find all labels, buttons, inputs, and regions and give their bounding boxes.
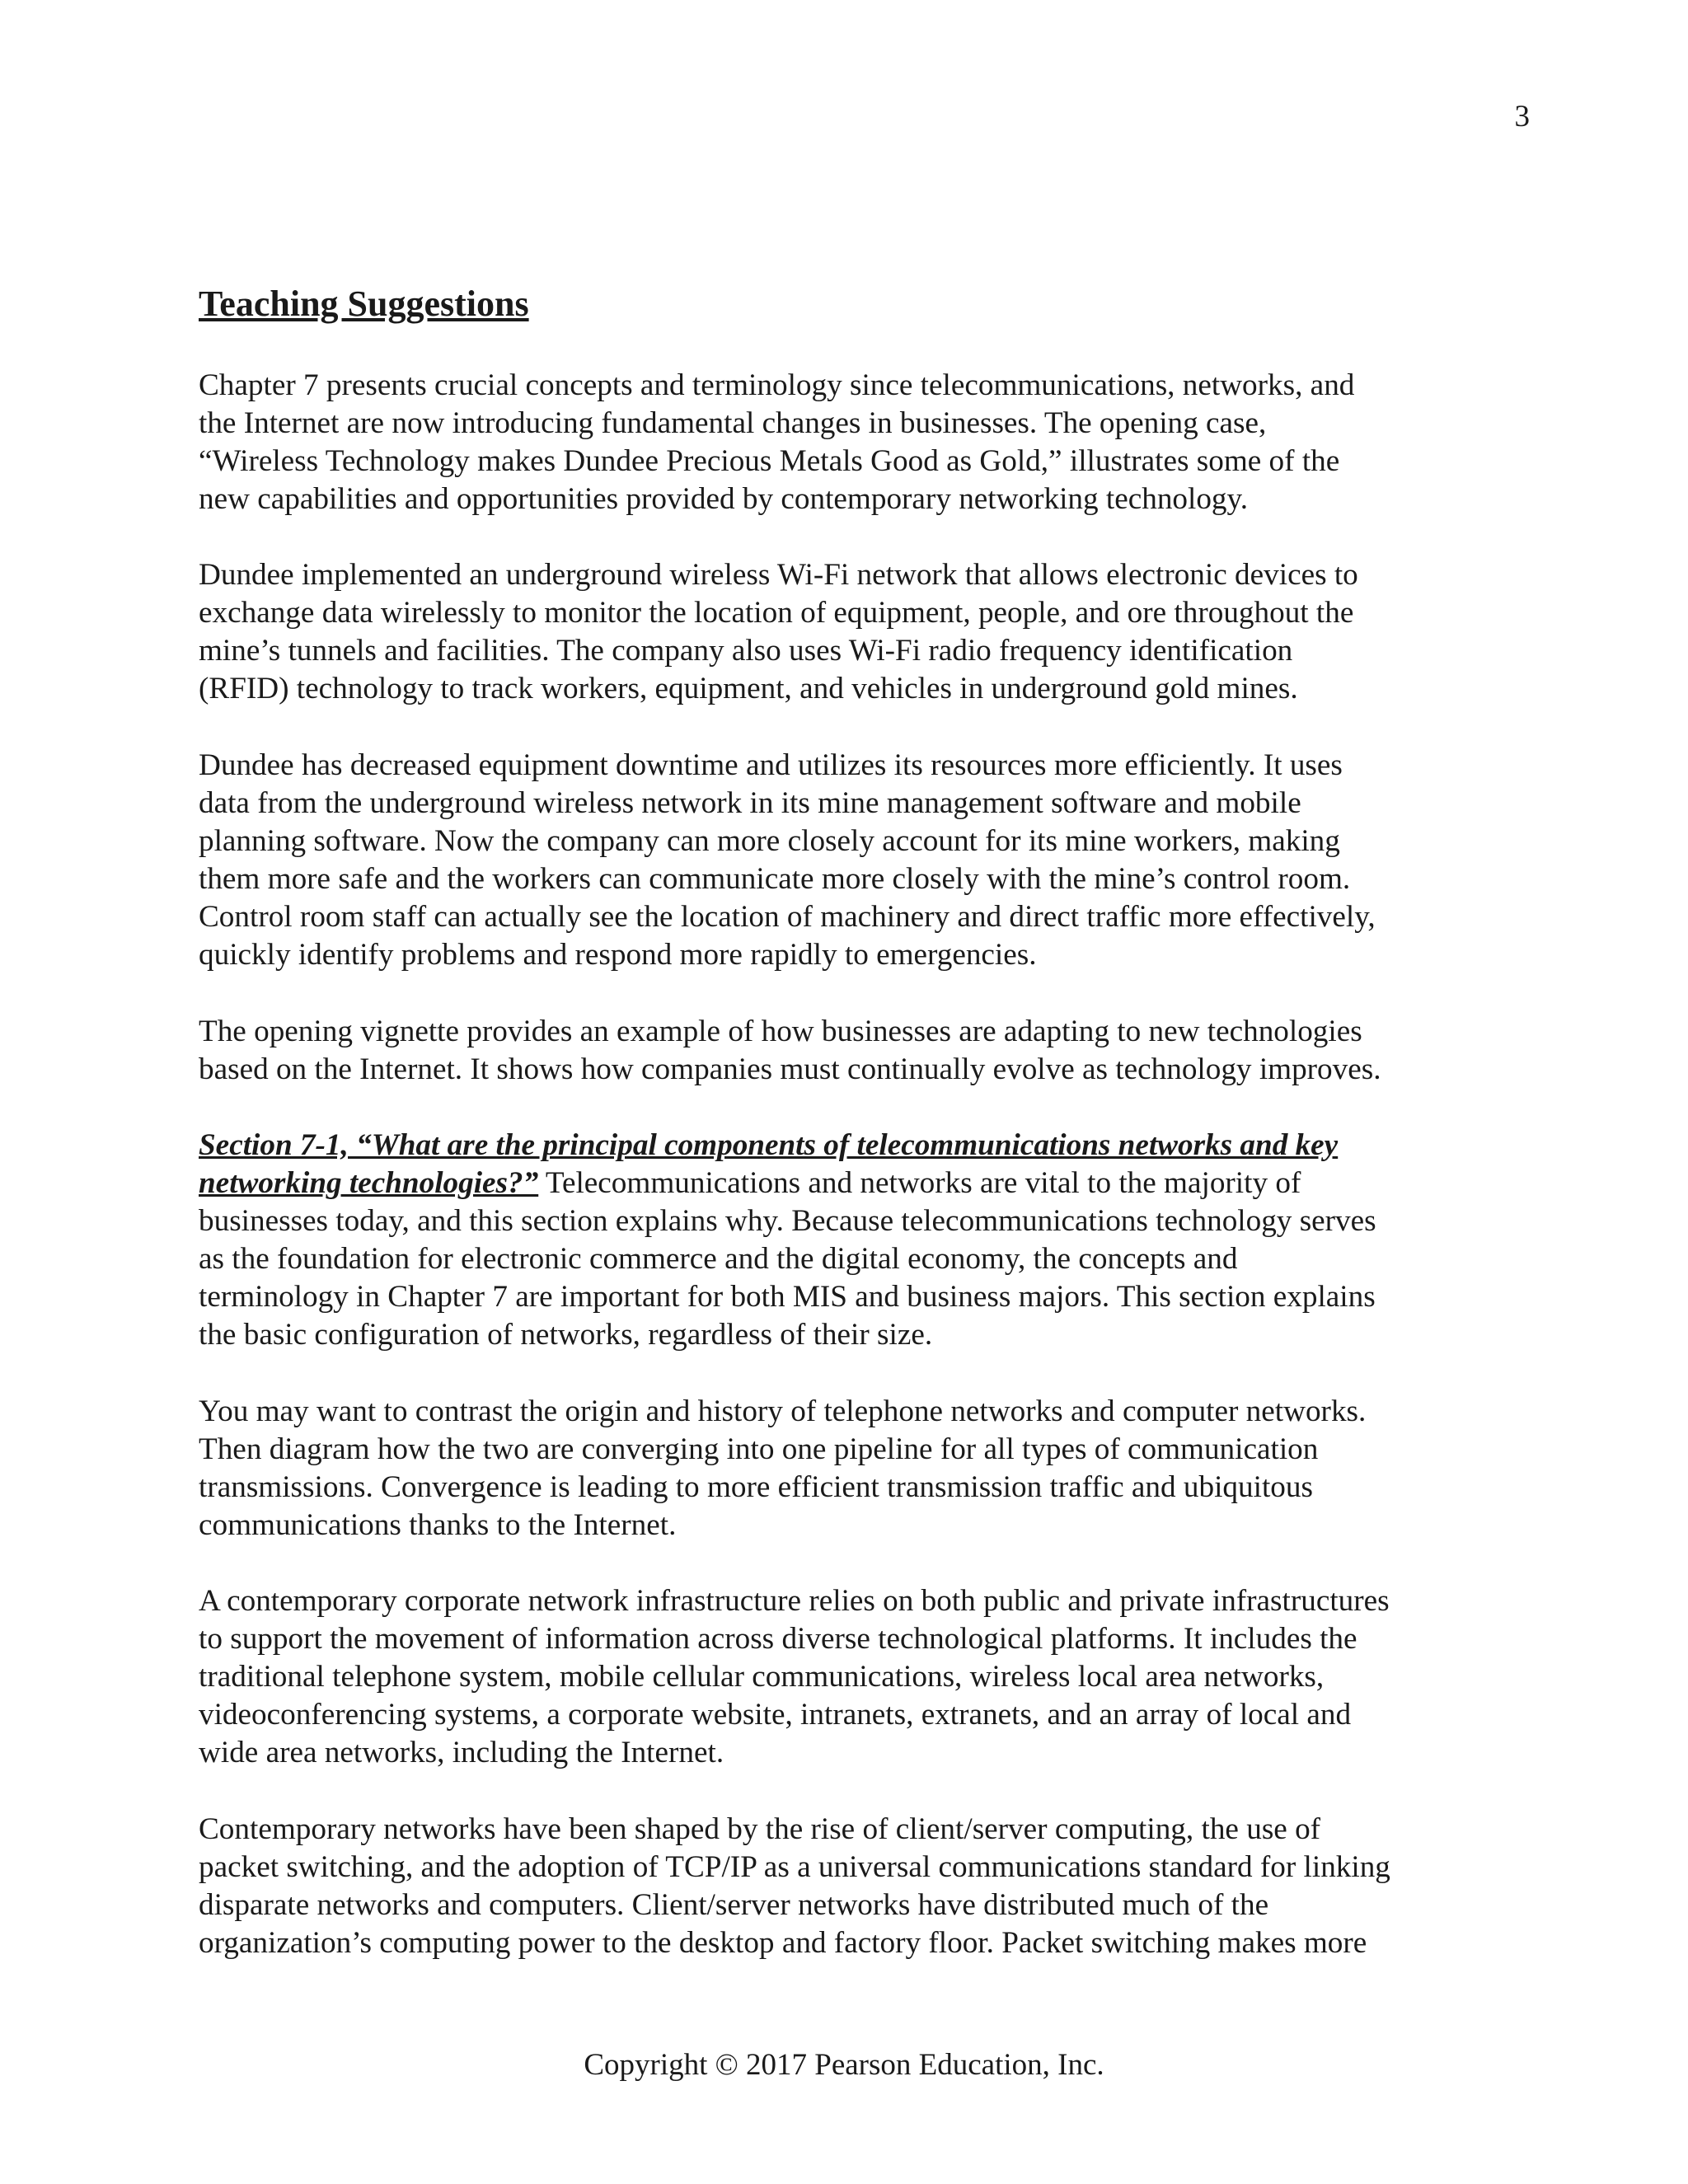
copyright-footer: Copyright © 2017 Pearson Education, Inc. bbox=[584, 2048, 1104, 2082]
paragraph-dundee-benefits bbox=[199, 747, 1501, 974]
paragraph-client-server bbox=[199, 1811, 1501, 1962]
text-line: disparate networks and computers. Client/server networks have distributed much of the bbox=[199, 1888, 1269, 1922]
text-line: traditional telephone system, mobile cellular communications, wireless local area networks, bbox=[199, 1660, 1325, 1694]
text-line: to support the movement of information across diverse technological platforms. It includes the bbox=[199, 1622, 1357, 1656]
text-line: terminology in Chapter 7 are important for both MIS and business majors. This section explains bbox=[199, 1280, 1376, 1314]
text-line: exchange data wirelessly to monitor the location of equipment, people, and ore throughout the bbox=[199, 596, 1354, 630]
text-line: based on the Internet. It shows how companies must continually evolve as technology improves. bbox=[199, 1052, 1381, 1086]
section-reference: networking technologies?” bbox=[199, 1166, 539, 1200]
text-line: as the foundation for electronic commerce and the digital economy, the concepts and bbox=[199, 1242, 1238, 1276]
page-number: 3 bbox=[1514, 100, 1530, 134]
text-line: videoconferencing systems, a corporate website, intranets, extranets, and an array of local and bbox=[199, 1698, 1352, 1732]
paragraph-convergence bbox=[199, 1393, 1501, 1544]
paragraph-intro bbox=[199, 367, 1501, 518]
section-heading: Teaching Suggestions bbox=[199, 284, 529, 324]
text-line: the basic configuration of networks, regardless of their size. bbox=[199, 1318, 933, 1352]
text-line: A contemporary corporate network infrastructure relies on both public and private infrastructures bbox=[199, 1584, 1390, 1618]
text-line: Control room staff can actually see the location of machinery and direct traffic more effectively, bbox=[199, 900, 1376, 934]
text-line: them more safe and the workers can communicate more closely with the mine’s control room. bbox=[199, 862, 1351, 896]
text-line: planning software. Now the company can more closely account for its mine workers, making bbox=[199, 824, 1340, 858]
text-line: You may want to contrast the origin and history of telephone networks and computer networks. bbox=[199, 1394, 1367, 1428]
text-line: Chapter 7 presents crucial concepts and terminology since telecommunications, networks, and bbox=[199, 368, 1355, 402]
text-line: organization’s computing power to the desktop and factory floor. Packet switching makes more bbox=[199, 1926, 1367, 1960]
text-line: packet switching, and the adoption of TCP/IP as a universal communications standard for linking bbox=[199, 1850, 1390, 1884]
text-line: communications thanks to the Internet. bbox=[199, 1508, 677, 1542]
text-line: The opening vignette provides an example of how businesses are adapting to new technologies bbox=[199, 1015, 1362, 1048]
text-line: new capabilities and opportunities provided by contemporary networking technology. bbox=[199, 482, 1248, 516]
text-line bbox=[199, 1165, 1501, 1202]
text-line: mine’s tunnels and facilities. The company also uses Wi-Fi radio frequency identification bbox=[199, 634, 1293, 668]
text-line: wide area networks, including the Internet. bbox=[199, 1736, 724, 1769]
text-line: Contemporary networks have been shaped by the rise of client/server computing, the use of bbox=[199, 1812, 1321, 1846]
text-line: (RFID) technology to track workers, equipment, and vehicles in underground gold mines. bbox=[199, 672, 1298, 705]
text-line: quickly identify problems and respond more rapidly to emergencies. bbox=[199, 938, 1037, 972]
text-line: businesses today, and this section explains why. Because telecommunications technology serves bbox=[199, 1204, 1376, 1238]
text-line: Dundee implemented an underground wireless Wi-Fi network that allows electronic devices to bbox=[199, 558, 1358, 592]
text-line: transmissions. Convergence is leading to more efficient transmission traffic and ubiquitous bbox=[199, 1470, 1313, 1504]
paragraph-infrastructure bbox=[199, 1582, 1501, 1772]
text-line bbox=[199, 1127, 1501, 1165]
text-line: Dundee has decreased equipment downtime and utilizes its resources more efficiently. It uses bbox=[199, 748, 1343, 782]
text-run: Telecommunications and networks are vital to the majority of bbox=[538, 1166, 1301, 1200]
text-line: data from the underground wireless network in its mine management software and mobile bbox=[199, 786, 1301, 820]
text-line: “Wireless Technology makes Dundee Precious Metals Good as Gold,” illustrates some of the bbox=[199, 444, 1340, 478]
paragraph-section-7-1 bbox=[199, 1127, 1501, 1354]
text-line: Then diagram how the two are converging into one pipeline for all types of communication bbox=[199, 1432, 1319, 1466]
paragraph-vignette bbox=[199, 1013, 1501, 1089]
paragraph-dundee-network bbox=[199, 556, 1501, 708]
text-line: the Internet are now introducing fundamental changes in businesses. The opening case, bbox=[199, 406, 1267, 440]
section-reference: Section 7-1, “What are the principal components of telecommunications networks and key bbox=[199, 1128, 1339, 1162]
